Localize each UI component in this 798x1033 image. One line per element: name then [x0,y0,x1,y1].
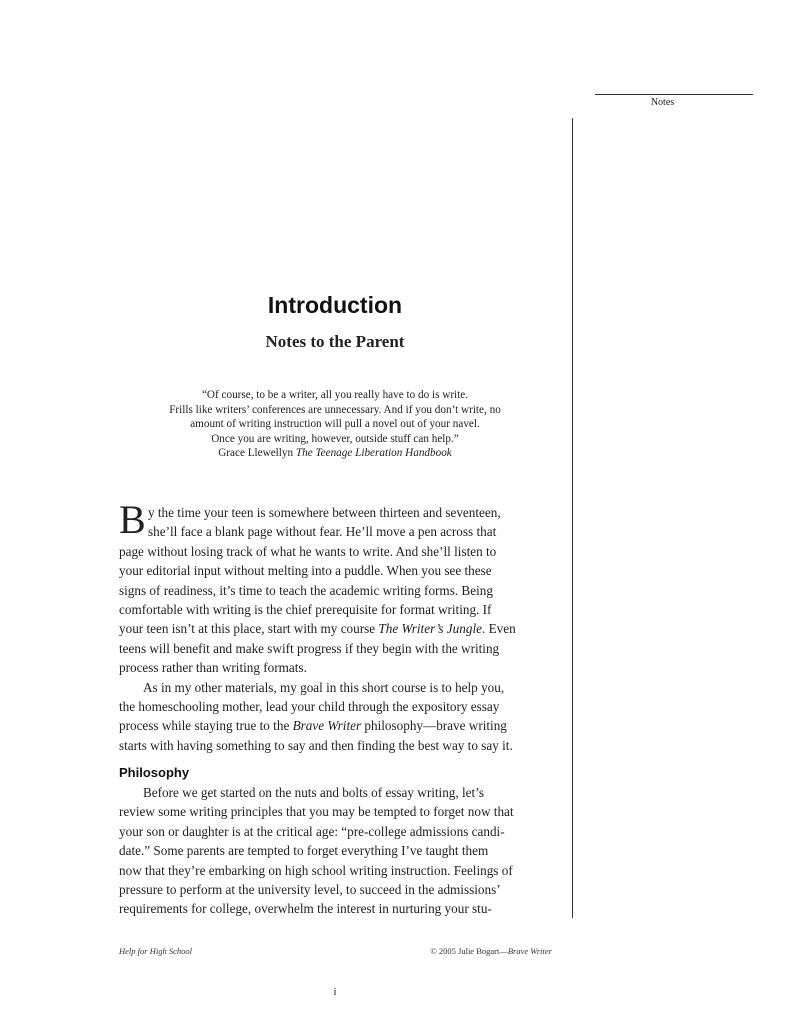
body-line: she’ll face a blank page without fear. He’ll move a pen across that [148,524,497,540]
footer-copyright-text: © 2005 Julie Bogart— [430,946,508,956]
intro-paragraph [119,503,552,755]
body-text-run: . Even [481,621,516,637]
body-line: starts with having something to say and then finding the best way to say it. [119,737,513,753]
section-heading: Philosophy [119,765,190,780]
body-line: your son or daughter is at the critical age: “pre-college admissions candi- [119,823,505,839]
body-line: process rather than writing formats. [119,660,307,676]
footer-brand: Brave Writer [507,946,552,956]
body-line: signs of readiness, it’s time to teach the academic writing forms. Being [119,582,493,598]
body-line: pressure to perform at the university level, to succeed in the admissions’ [119,882,501,898]
page-title: Introduction [267,292,403,318]
epigraph-line: Frills like writers’ conferences are unnecessary. And if you don’t write, no [169,403,501,416]
philosophy-paragraph [119,783,552,919]
drop-cap: B [119,497,146,542]
body-line: now that they’re embarking on high school writing instruction. Feelings of [119,862,513,878]
body-line: teens will benefit and make swift progress if they begin with the writing [119,640,500,656]
epigraph-author: Grace Llewellyn [218,447,294,460]
epigraph-attribution [118,446,552,461]
body-line: your editorial input without melting into a puddle. When you see these [119,563,492,579]
body-text-run: process while staying true to the [119,718,293,734]
body-line: requirements for college, overwhelm the interest in nurturing your stu- [119,901,492,917]
body-line: Before we get started on the nuts and bolts of essay writing, let’s [143,785,484,800]
body-line: page without losing track of what he wants to write. And she’ll listen to [119,543,497,559]
page-subtitle: Notes to the Parent [265,332,405,351]
brand-title: Brave Writer [292,718,362,734]
footer-book-title: Help for High School [119,946,192,956]
course-title: The Writer’s Jungle [378,621,482,637]
epigraph-line: “Of course, to be a writer, all you really have to do is write. [201,389,469,401]
body-line: comfortable with writing is the chief prerequisite for format writing. If [119,602,492,618]
epigraph-line: Once you are writing, however, outside stuff can help.” [211,432,459,445]
notes-column-label: Notes [650,97,675,108]
notes-column-rule [595,94,753,95]
epigraph-line: amount of writing instruction will pull a novel out of your navel. [190,418,480,431]
epigraph-source: The Teenage Liberation Handbook [295,447,452,460]
body-line [119,619,552,638]
body-line: As in my other materials, my goal in this short course is to help you, [143,679,505,695]
body-line [119,716,552,735]
epigraph [118,388,552,461]
body-line: date.” Some parents are tempted to forget everything I’ve taught them [119,843,489,859]
footer-copyright [419,946,552,956]
body-text-run: philosophy—brave writing [361,718,507,734]
page-number: i [333,986,337,998]
body-text-run: your teen isn’t at this place, start with my course [119,621,379,637]
notes-column-divider [572,118,573,918]
body-line: y the time your teen is somewhere between thirteen and seventeen, [148,505,501,520]
body-line: review some writing principles that you may be tempted to forget now that [119,804,514,820]
body-line: the homeschooling mother, lead your child through the expository essay [119,699,500,715]
